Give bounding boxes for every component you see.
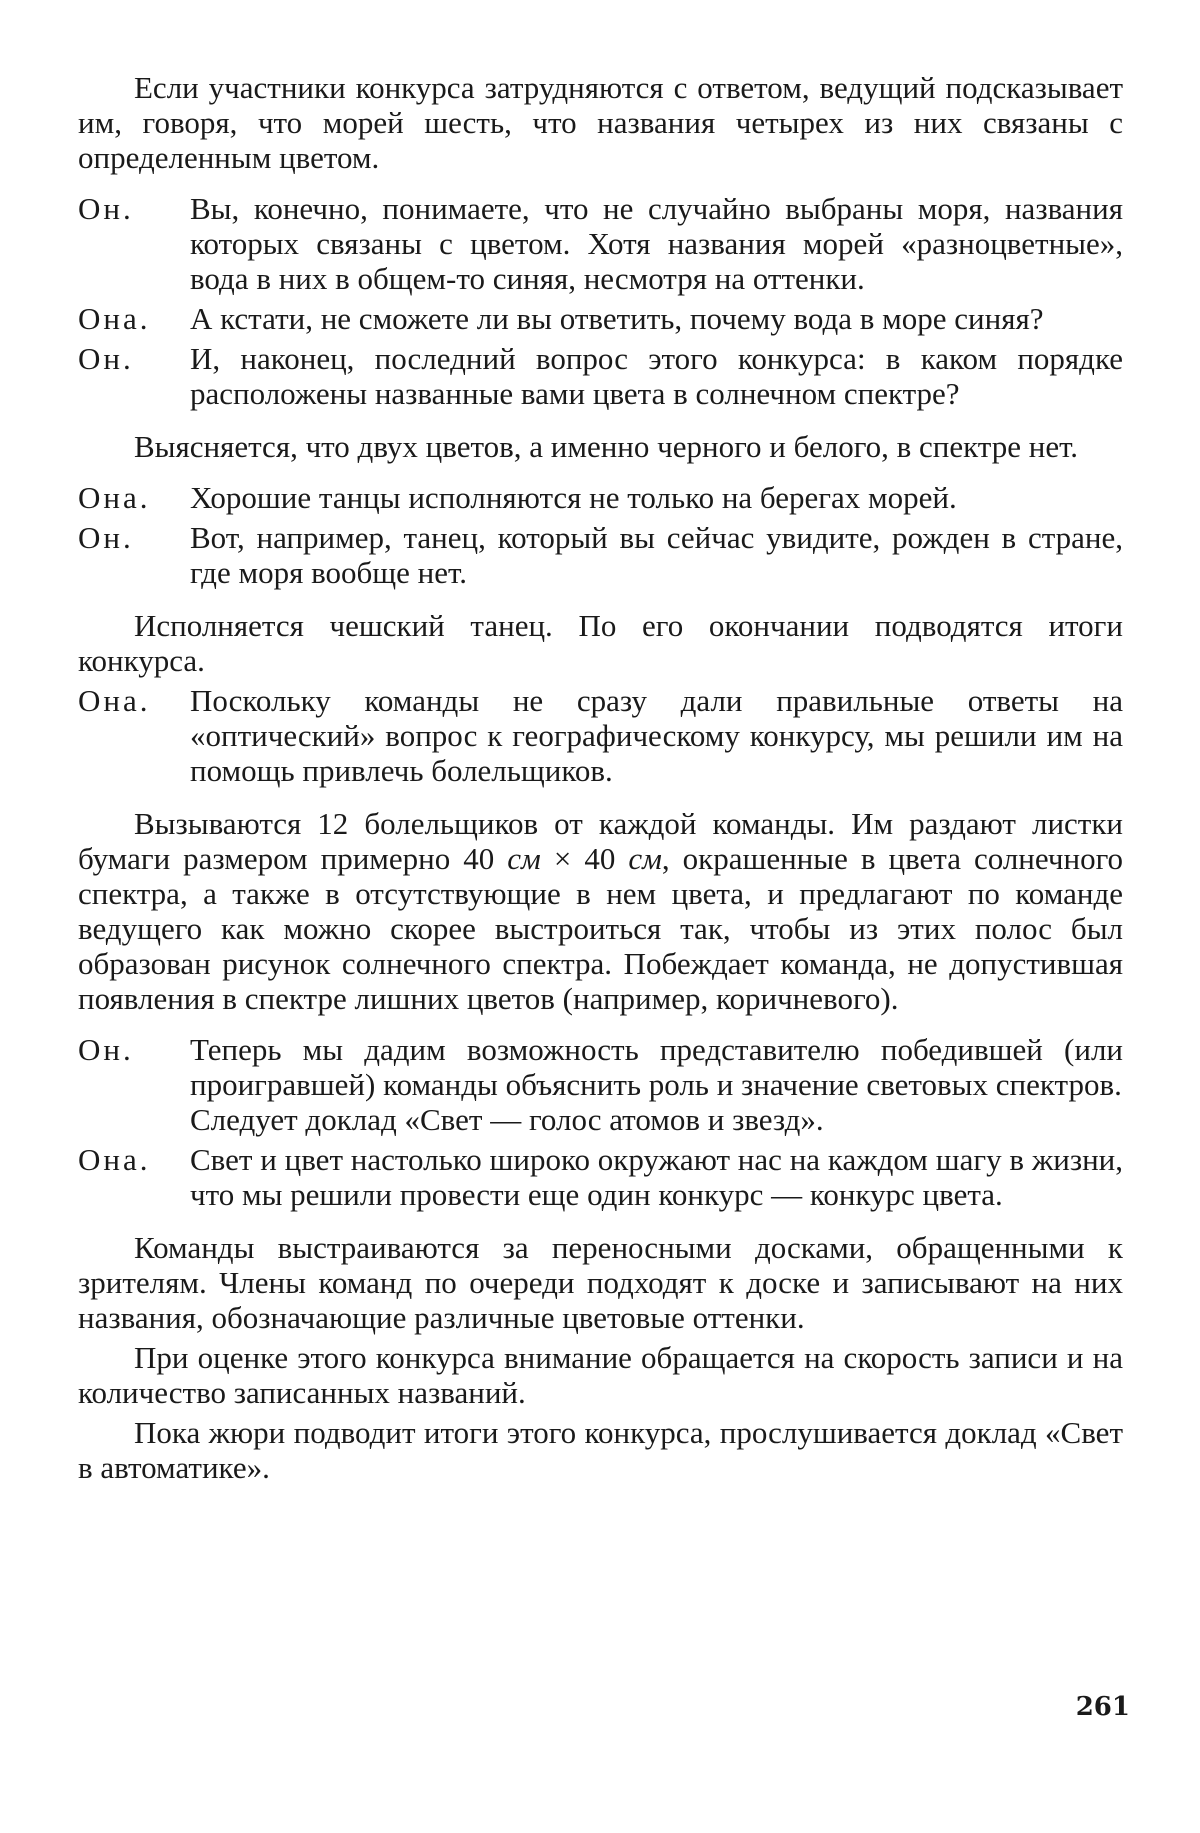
stage-note: Следует доклад «Свет — голос атомов и звезд».: [190, 1102, 824, 1137]
dialogue-text: А кстати, не сможете ли вы ответить, почему вода в море синяя?: [190, 301, 1044, 336]
dialogue-line-6: [78, 683, 1123, 788]
unit-cm: см: [507, 841, 541, 876]
dialogue-line-8: [78, 1142, 1123, 1212]
speaker-he: Он.: [78, 341, 134, 376]
unit-cm: см: [628, 841, 662, 876]
fans-text-end: , окрашенные в цвета солнечного спектра, а также в отсутствующие в нем цвета, и предлагают по команде ведущего как можно скорее выстроиться так, чтобы из этих полос был образован рисунок солнечного спектра. Побеждает команда, не допустившая появления в спектре лишних цветов (например, коричневого).: [78, 841, 1124, 1016]
speaker-she: Она.: [78, 1142, 151, 1177]
dialogue-text: Хорошие танцы исполняются не только на берегах морей.: [190, 480, 957, 515]
speaker-he: Он.: [78, 520, 134, 555]
speaker-she: Она.: [78, 480, 151, 515]
dialogue-text: Вот, например, танец, который вы сейчас увидите, рожден в стране, где моря вообще нет.: [190, 520, 1123, 590]
times-sign: × 40: [540, 841, 629, 876]
paragraph-spectrum: Выясняется, что двух цветов, а именно черного и белого, в спектре нет.: [134, 429, 1079, 464]
dialogue-text: Поскольку команды не сразу дали правильные ответы на «оптический» вопрос к географическому конкурсу, мы решили им на помощь привлечь болельщиков.: [190, 683, 1123, 788]
paragraph-hint: Если участники конкурса затрудняются с ответом, ведущий подсказывает им, говоря, что морей шесть, что названия четырех из них связаны с определенным цветом.: [78, 70, 1123, 175]
dialogue-text: И, наконец, последний вопрос этого конкурса: в каком порядке расположены названные вами цвета в солнечном спектре?: [190, 341, 1123, 411]
paragraph-automation: Пока жюри подводит итоги этого конкурса, прослушивается доклад «Свет в автоматике».: [78, 1415, 1123, 1485]
dialogue-text: Вы, конечно, понимаете, что не случайно выбраны моря, названия которых связаны с цветом. Хотя названия морей «разноцветные», вода в них в общем-то синяя, несмотря на оттенки.: [190, 191, 1123, 296]
fans-text-start: Вызываются 12 болельщиков от каждой команды. Им раздают листки бумаги размером примерно 40: [78, 806, 1123, 876]
dialogue-line-7: [78, 1032, 1123, 1137]
dialogue-line-5: [78, 520, 1123, 590]
dialogue-line-2: [78, 301, 1123, 336]
speaker-she: Она.: [78, 683, 151, 718]
dialogue-line-4: [78, 480, 1123, 515]
dialogue-line-1: [78, 191, 1123, 296]
dialogue-text: Теперь мы дадим возможность представителю победившей (или проигравшей) команды объяснить роль и значение световых спектров.: [190, 1032, 1123, 1102]
paragraph-scoring: При оценке этого конкурса внимание обращается на скорость записи и на количество записанных названий.: [78, 1340, 1123, 1410]
paragraph-boards: Команды выстраиваются за переносными досками, обращенными к зрителям. Члены команд по очереди подходят к доске и записывают на них названия, обозначающие различные цветовые оттенки.: [78, 1230, 1123, 1335]
dialogue-line-3: [78, 341, 1123, 411]
speaker-he: Он.: [78, 1032, 134, 1067]
paragraph-fans: [78, 806, 1123, 1016]
page-number: 261: [1075, 1692, 1130, 1722]
dialogue-text: Свет и цвет настолько широко окружают нас на каждом шагу в жизни, что мы решили провести еще один конкурс — конкурс цвета.: [190, 1142, 1123, 1212]
page-body: [78, 70, 1123, 1485]
speaker-he: Он.: [78, 191, 134, 226]
paragraph-dance: Исполняется чешский танец. По его окончании подводятся итоги конкурса.: [78, 608, 1123, 678]
speaker-she: Она.: [78, 301, 151, 336]
